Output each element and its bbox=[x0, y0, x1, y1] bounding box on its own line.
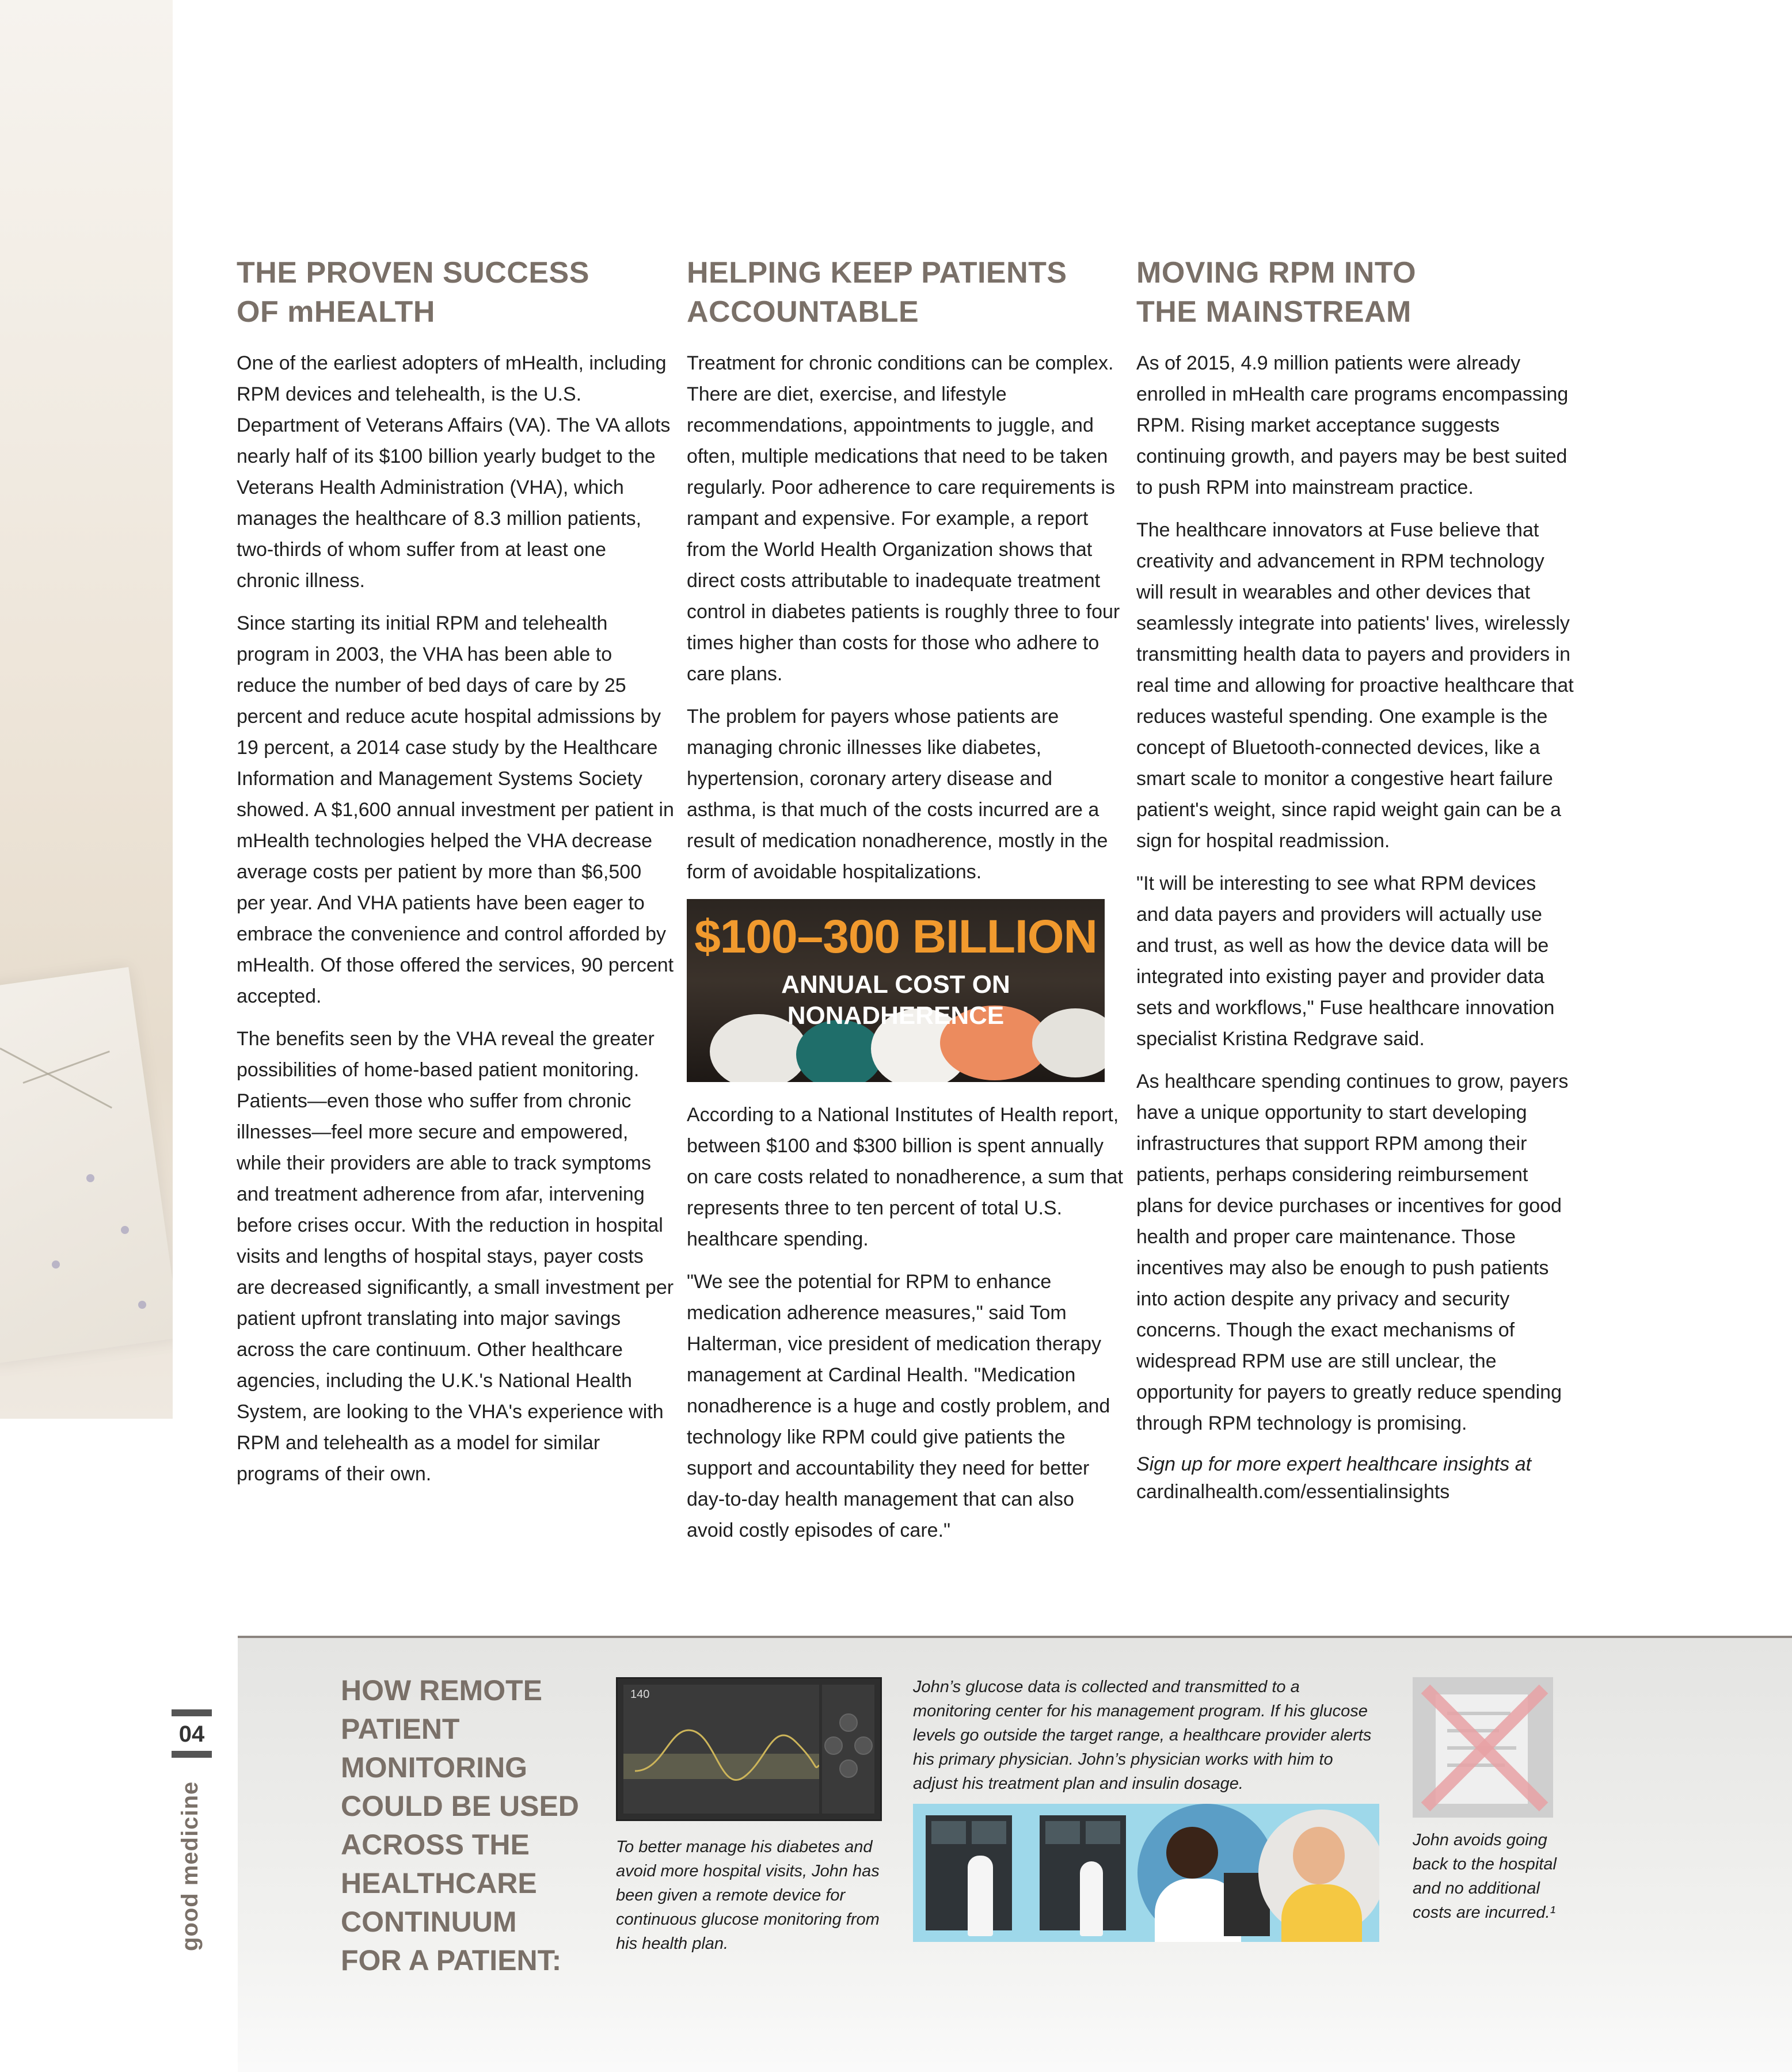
clinician-icon bbox=[968, 1856, 993, 1936]
heading-line: THE PROVEN SUCCESS bbox=[237, 256, 589, 290]
paragraph: The healthcare innovators at Fuse believe that creativity and advancement in RPM technology will result in wearables and other devices that seamlessly integrate into patients' lives, wirelessly transmitting health data to payers and providers in real time and allowing for proactive healthcare that reduces wasteful spending. One example is the concept of Bluetooth-connected devices, like a smart scale to monitor a congestive heart failure patient's weight, since rapid weight gain can be a sign for hospital readmission. bbox=[1136, 519, 1574, 852]
device-reading: 140 bbox=[630, 1688, 650, 1701]
promo-figure: $100–300 BILLION bbox=[694, 911, 1097, 963]
heading-line: MOVING RPM INTO bbox=[1136, 256, 1417, 290]
monitor-screen bbox=[972, 1821, 1006, 1844]
column-moving-rpm bbox=[1136, 253, 1574, 1506]
caption-monitoring-center: John’s glucose data is collected and transmitted to a monitoring center for his management program. If his glucose levels go outside the target range, a healthcare provider alerts his primary physician. John’s physician works with him to adjust his treatment plan and insulin dosage. bbox=[913, 1678, 1372, 1793]
caption-outcome: John avoids going back to the hospital and no additional costs are incurred.¹ bbox=[1413, 1831, 1557, 1922]
glucose-curve-icon bbox=[623, 1685, 819, 1814]
paragraph: Since starting its initial RPM and telehealth program in 2003, the VHA has been able to reduce the number of bed days of care by 25 percent and reduce acute hospital admissions by 19 percent, a 2014 case study by the Healthcare Information and Management Systems Society showed. A $1,600 annual investment per patient in mHealth technologies helped the VHA decrease average costs per patient by more than $6,500 per year. And VHA patients have been eager to embrace the convenience and control afforded by mHealth. Of those offered the services, 90 percent accepted. bbox=[237, 612, 674, 1007]
caption-device: To better manage his diabetes and avoid more hospital visits, John has been given a remote device for continuous glucose monitoring from his health plan. bbox=[616, 1838, 880, 1953]
column-heading bbox=[1136, 253, 1574, 332]
monitor-screen bbox=[1086, 1821, 1120, 1844]
column-heading bbox=[687, 253, 1124, 332]
page-number-rule bbox=[172, 1751, 212, 1758]
device-button-icon bbox=[824, 1736, 843, 1755]
monitoring-center-illustration bbox=[913, 1804, 1379, 1942]
paragraph: The problem for payers whose patients are managing chronic illnesses like diabetes, hypertension, coronary artery disease and asthma, is that much of the costs incurred are a result of medication nonadherence, mostly in the form of avoidable hospitalizations. bbox=[687, 706, 1108, 883]
page-number bbox=[167, 1709, 219, 1761]
heading-line: OF mHEALTH bbox=[237, 295, 435, 329]
heading-line: THE MAINSTREAM bbox=[1136, 295, 1411, 329]
signup-text: Sign up for more expert healthcare insights at bbox=[1136, 1453, 1532, 1475]
column-proven-success bbox=[237, 253, 674, 1501]
device-buttons bbox=[822, 1685, 874, 1814]
clinician-icon bbox=[1080, 1861, 1103, 1936]
paragraph: "We see the potential for RPM to enhance medication adherence measures," said Tom Halterman, vice president of medication therapy management at Cardinal Health. "Medication nonadherence is a huge and costly problem, and technology like RPM could give patients the support and accountability they need for better day-to-day health management that can also avoid costly episodes of care." bbox=[687, 1271, 1110, 1541]
rpm-infographic-title: HOW REMOTE PATIENT MONITORING COULD BE USED ACROSS THE HEALTHCARE CONTINUUM FOR A PATIENT: bbox=[341, 1674, 579, 1976]
device-button-icon bbox=[839, 1759, 858, 1778]
background-dot bbox=[121, 1226, 129, 1234]
heading-line: ACCOUNTABLE bbox=[687, 295, 919, 329]
column-keep-accountable bbox=[687, 253, 1124, 1557]
page-number-rule bbox=[172, 1709, 212, 1716]
paragraph: According to a National Institutes of Health report, between $100 and $300 billion is spent annually on care costs related to nonadherence, a sum that represents three to ten percent of total U.S. healthcare spending. bbox=[687, 1104, 1123, 1250]
patient-head bbox=[1293, 1827, 1345, 1884]
monitor-screen bbox=[931, 1821, 966, 1844]
insights-link[interactable]: cardinalhealth.com/essentialinsights bbox=[1136, 1481, 1450, 1503]
paragraph: As healthcare spending continues to grow, payers have a unique opportunity to start developing infrastructures that support RPM among their patients, perhaps considering reimbursement plans for device purchases or incentives for good health and proper care maintenance. Those incentives may also be enough to push patients into action despite any privacy and security concerns. Though the exact mechanisms of widespread RPM use are still unclear, the opportunity for payers to greatly reduce spending through RPM technology is promising. bbox=[1136, 1071, 1569, 1434]
column-heading bbox=[237, 253, 674, 332]
device-button-icon bbox=[854, 1736, 873, 1755]
background-photo bbox=[0, 0, 173, 1419]
background-dot bbox=[138, 1301, 146, 1309]
paragraph: One of the earliest adopters of mHealth, including RPM devices and telehealth, is the U.S. Department of Veterans Affairs (VA). The VA allots nearly half of its $100 billion yearly budget to the Veterans Health Administration (VHA), which manages the healthcare of 8.3 million patients, two-thirds of whom suffer from at least one chronic illness. bbox=[237, 352, 671, 592]
paragraph: The benefits seen by the VHA reveal the greater possibilities of home-based patient monitoring. Patients—even those who suffer from chronic illnesses—feel more secure and empowered, while their providers are able to track symptoms and treatment adherence from afar, intervening before crises occur. With the reduction in hospital visits and lengths of hospital stays, payer costs are decreased significantly, a small investment per patient upfront translating into major savings across the care continuum. Other healthcare agencies, including the U.K.'s National Health System, are looking to the VHA's experience with RPM and telehealth as a model for similar programs of their own. bbox=[237, 1028, 674, 1485]
section-label: good medicine bbox=[177, 1781, 203, 1951]
background-dot bbox=[86, 1174, 94, 1182]
no-hospital-cost-image bbox=[1413, 1677, 1553, 1818]
paragraph: "It will be interesting to see what RPM devices and data payers and providers will actually use and trust, as well as how the device data will be integrated into existing payer and provider data sets and workflows," Fuse healthcare innovation specialist Kristina Redgrave said. bbox=[1136, 873, 1555, 1050]
background-paper bbox=[0, 967, 173, 1364]
patient-shirt bbox=[1281, 1884, 1362, 1942]
glucose-monitor-device bbox=[616, 1677, 882, 1821]
promo-subtitle: ANNUAL COST ON NONADHERENCE bbox=[781, 970, 1010, 1030]
paragraph: As of 2015, 4.9 million patients were already enrolled in mHealth care programs encompassing RPM. Rising market acceptance suggests continuing growth, and payers may be best suited to push RPM into mainstream practice. bbox=[1136, 352, 1569, 498]
heading-line: HELPING KEEP PATIENTS bbox=[687, 256, 1067, 290]
nonadherence-cost-banner bbox=[687, 899, 1105, 1082]
physician-head bbox=[1166, 1827, 1218, 1879]
background-dot bbox=[52, 1260, 60, 1269]
page-number-text: 04 bbox=[178, 1721, 205, 1747]
monitor-screen bbox=[1045, 1821, 1080, 1844]
paragraph: Treatment for chronic conditions can be complex. There are diet, exercise, and lifestyle recommendations, appointments to juggle, and often, multiple medications that need to be taken regularly. Poor adherence to care requirements is rampant and expensive. For example, a report from the World Health Organization shows that direct costs attributable to inadequate treatment control in diabetes patients is roughly three to four times higher than costs for those who adhere to care plans. bbox=[687, 352, 1120, 685]
device-button-icon bbox=[839, 1713, 858, 1732]
